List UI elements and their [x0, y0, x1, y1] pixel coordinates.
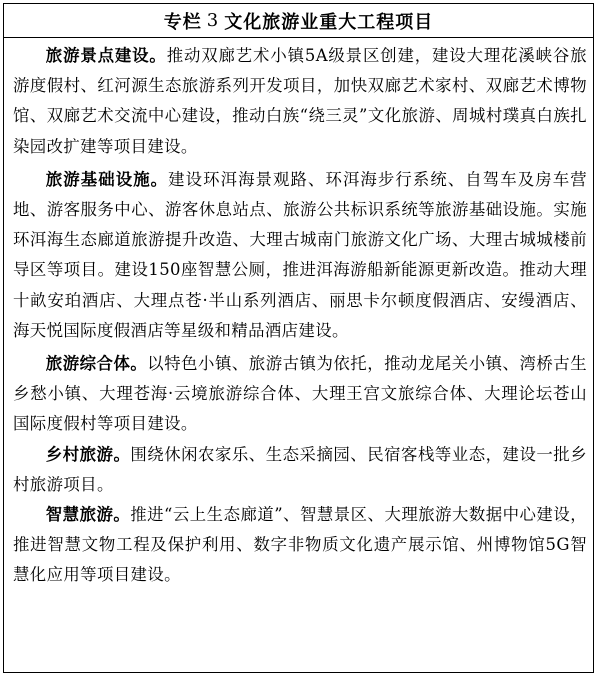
section-body: 以特色小镇、旅游古镇为依托，推动龙尾关小镇、湾桥古生乡愁小镇、大理苍海·云境旅游综合体、大理王宫文旅综合体、大理论坛苍山国际度假村等项目建设。 [13, 354, 587, 434]
section-scenic-spots [13, 41, 587, 162]
section-rural-tourism [13, 440, 587, 500]
section-heading: 旅游基础设施。 [45, 169, 169, 189]
section-body: 建设环洱海景观路、环洱海步行系统、自驾车及房车营地、游客服务中心、游客休息站点、旅游公共标识系统等旅游基础设施。实施环洱海生态廊道旅游提升改造、大理古城南门旅游文化广场、大理古城城楼前导区等项目。建设150座智慧公厕，推进洱海游船新能源更新改造。推动大理十畝安珀酒店、大理点苍·半山系列酒店、丽思卡尔顿度假酒店、安缦酒店、海天悦国际度假酒店等星级和精品酒店建设。 [13, 169, 587, 340]
section-complex [13, 349, 587, 440]
section-body: 围绕休闲农家乐、生态采摘园、民宿客栈等业态，建设一批乡村旅游项目。 [13, 444, 587, 494]
section-heading: 智慧旅游。 [45, 505, 131, 525]
section-heading: 旅游景点建设。 [45, 46, 167, 65]
column-content [4, 38, 593, 591]
column-title-bar [4, 4, 593, 38]
section-infrastructure [13, 165, 587, 346]
section-body: 推动双廊艺术小镇5A级景区创建，建设大理花溪峡谷旅游度假村、红河源生态旅游系列开发项目，加快双廊艺术家村、双廊艺术博物馆、双廊艺术交流中心建设，推动白族“绕三灵”文化旅游、周城村璞真白族扎染园改扩建等项目建设。 [13, 46, 587, 156]
column-box [3, 3, 594, 673]
section-heading: 乡村旅游。 [45, 444, 131, 464]
column-label: 专栏 [163, 11, 202, 33]
column-title: 文化旅游业重大工程项目 [224, 11, 434, 33]
column-number: 3 [206, 10, 220, 31]
section-heading: 旅游综合体。 [45, 354, 148, 374]
section-body: 推进“云上生态廊道”、智慧景区、大理旅游大数据中心建设，推进智慧文物工程及保护利用、数字非物质文化遗产展示馆、州博物馆5G智慧化应用等项目建设。 [13, 505, 587, 585]
section-smart-tourism [13, 500, 587, 591]
